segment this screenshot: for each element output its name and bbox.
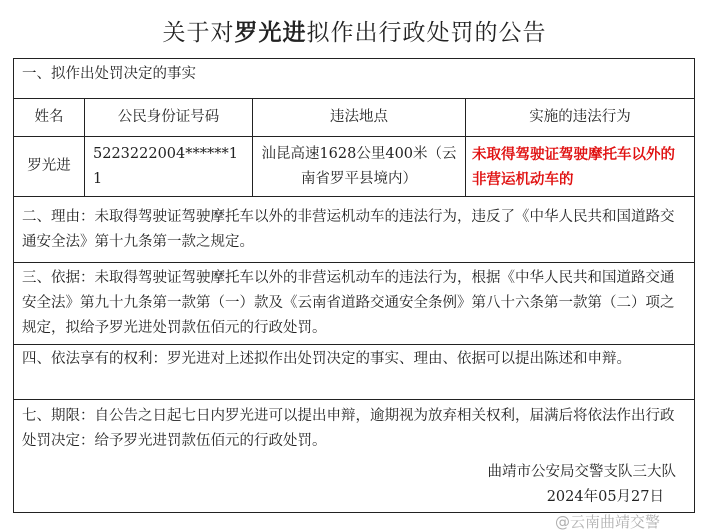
section-3: 三、依据：未取得驾驶证驾驶摩托车以外的非营运机动车的违法行为，根据《中华人民共和国道路交通安全法》第九十九条第一款第（一）款及《云南省道路交通安全条例》第八十六条第一款第（二）项之规定，拟给予罗光进处罚款伍佰元的行政处罚。 <box>14 263 694 345</box>
signature: 曲靖市公安局交警支队三大队 <box>487 464 676 480</box>
header-name: 姓名 <box>14 99 85 136</box>
cell-violation: 未取得驾驶证驾驶摩托车以外的非营运机动车的 <box>472 145 675 188</box>
date: 2024年05月27日 <box>546 489 664 505</box>
header-violation: 实施的违法行为 <box>529 109 631 125</box>
table-row <box>14 137 694 197</box>
watermark: @云南曲靖交警 <box>555 513 661 531</box>
cell-name: 罗光进 <box>14 137 85 196</box>
header-location: 违法地点 <box>253 99 466 136</box>
title-prefix: 关于对 <box>162 20 235 46</box>
cell-location: 汕昆高速1628公里400米（云南省罗平县境内） <box>253 137 466 196</box>
header-id: 公民身份证号码 <box>85 99 253 136</box>
section-2: 二、理由：未取得驾驶证驾驶摩托车以外的非营运机动车的违法行为，违反了《中华人民共和国道路交通安全法》第十九条第一款之规定。 <box>14 197 694 263</box>
section-7: 七、期限：自公告之日起七日内罗光进可以提出申辩，逾期视为放弃相关权利，届满后将依法作出行政处罚决定：给予罗光进罚款伍佰元的行政处罚。 <box>22 408 675 449</box>
section-1: 一、拟作出处罚决定的事实 <box>14 59 694 99</box>
table-header <box>14 99 694 137</box>
cell-id: 5223222004******11 <box>85 137 253 196</box>
page-title <box>0 14 709 47</box>
notice-table <box>13 58 695 513</box>
section-7-block <box>14 400 694 512</box>
section-4: 四、依法享有的权利：罗光进对上述拟作出处罚决定的事实、理由、依据可以提出陈述和申辩。 <box>14 345 694 400</box>
title-suffix: 拟作出行政处罚的公告 <box>306 20 547 46</box>
title-name: 罗光进 <box>234 19 307 46</box>
